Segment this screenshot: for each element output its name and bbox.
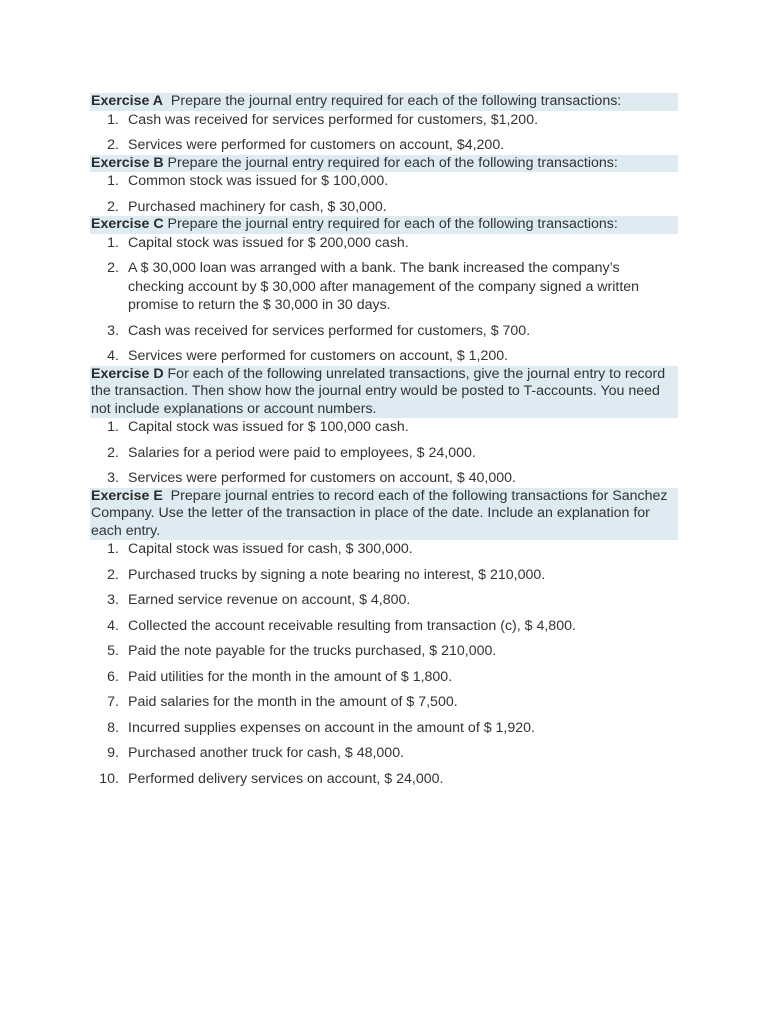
- list-item: [90, 668, 678, 687]
- list-item: [90, 136, 678, 155]
- exercise-a: [90, 93, 678, 155]
- list-item: [90, 198, 678, 217]
- item-number: 3.: [107, 322, 119, 339]
- list-item: [90, 234, 678, 253]
- exercise-label: Exercise A: [91, 93, 164, 109]
- item-number: 1.: [107, 541, 119, 557]
- exercise-label: Exercise C: [91, 216, 164, 232]
- transaction-list: [90, 234, 678, 366]
- item-number: 3.: [107, 470, 119, 486]
- item-text: Capital stock was issued for $ 200,000 cash.: [128, 234, 409, 251]
- list-item: [90, 540, 678, 559]
- item-text: Purchased another truck for cash, $ 48,000.: [128, 745, 405, 761]
- list-item: [90, 693, 678, 712]
- item-number: 2.: [107, 137, 119, 153]
- list-item: [90, 617, 678, 636]
- item-number: 10.: [99, 770, 119, 787]
- item-text: Cash was received for services performed for customers, $ 700.: [128, 322, 531, 339]
- list-item: [90, 444, 678, 463]
- list-item: [90, 347, 678, 366]
- item-text: Paid salaries for the month in the amount of $ 7,500.: [128, 694, 458, 710]
- exercise-label: Exercise E: [91, 487, 163, 504]
- exercise-heading: [90, 155, 678, 173]
- item-text: Salaries for a period were paid to employees, $ 24,000.: [128, 444, 476, 461]
- exercise-instruction: Prepare the journal entry required for each of the following transactions:: [163, 216, 618, 232]
- item-text: Paid utilities for the month in the amount of $ 1,800.: [128, 668, 453, 685]
- item-text: Services were performed for customers on account, $4,200.: [128, 137, 505, 153]
- item-text: Collected the account receivable resulting from transaction (c), $ 4,800.: [128, 617, 576, 634]
- item-number: 8.: [107, 719, 119, 736]
- exercise-c: [90, 216, 678, 366]
- exercise-b: [90, 155, 678, 217]
- item-number: 9.: [107, 745, 119, 761]
- exercise-heading: [90, 366, 678, 419]
- exercise-d: [90, 366, 678, 488]
- item-number: 1.: [107, 234, 119, 251]
- list-item: [90, 469, 678, 488]
- list-item: [90, 770, 678, 789]
- list-item: [90, 322, 678, 341]
- item-number: 2.: [107, 444, 119, 461]
- item-text: Performed delivery services on account, $ 24,000.: [128, 770, 444, 787]
- item-text: A $ 30,000 loan was arranged with a bank. The bank increased the company’s checking account by $ 30,000 after management of the company signed a written promise to return the $ 30,000 in 30 days.: [128, 260, 640, 313]
- item-number: 2.: [107, 198, 119, 215]
- exercise-e: [90, 488, 678, 789]
- item-text: Services were performed for customers on account, $ 1,200.: [128, 348, 509, 364]
- exercise-heading: [90, 216, 678, 234]
- list-item: [90, 111, 678, 130]
- item-text: Common stock was issued for $ 100,000.: [128, 173, 389, 189]
- item-number: 1.: [107, 419, 119, 435]
- item-number: 4.: [107, 348, 119, 364]
- exercise-label: Exercise B: [91, 154, 164, 171]
- exercise-heading: [90, 93, 678, 111]
- list-item: [90, 259, 678, 315]
- item-text: Paid the note payable for the trucks purchased, $ 210,000.: [128, 643, 497, 659]
- item-number: 7.: [107, 694, 119, 710]
- list-item: [90, 566, 678, 585]
- item-number: 6.: [107, 668, 119, 685]
- item-text: Services were performed for customers on account, $ 40,000.: [128, 470, 516, 486]
- list-item: [90, 642, 678, 661]
- list-item: [90, 744, 678, 763]
- item-text: Capital stock was issued for cash, $ 300,000.: [128, 541, 413, 557]
- document-body: [90, 93, 678, 788]
- item-text: Purchased machinery for cash, $ 30,000.: [128, 198, 387, 215]
- item-number: 2.: [107, 260, 119, 276]
- transaction-list: [90, 418, 678, 488]
- item-number: 2.: [107, 566, 119, 583]
- exercise-instruction: Prepare journal entries to record each of the following transactions for Sanchez Company. Use the letter of the transaction in place of the date. Include an explanation for each entry.: [91, 487, 672, 539]
- item-number: 4.: [107, 617, 119, 634]
- item-text: Cash was received for services performed for customers, $1,200.: [128, 111, 539, 128]
- item-number: 1.: [107, 173, 119, 189]
- list-item: [90, 172, 678, 191]
- list-item: [90, 719, 678, 738]
- exercise-heading: [90, 488, 678, 541]
- exercise-instruction: Prepare the journal entry required for each of the following transactions:: [163, 93, 622, 109]
- exercise-instruction: For each of the following unrelated transactions, give the journal entry to record the transaction. Then show how the journal entry would be posted to T-accounts. You need not include explanations or account numbers.: [91, 365, 670, 417]
- list-item: [90, 418, 678, 437]
- item-text: Incurred supplies expenses on account in the amount of $ 1,920.: [128, 719, 535, 736]
- exercise-instruction: Prepare the journal entry required for each of the following transactions:: [163, 154, 618, 171]
- item-number: 5.: [107, 643, 119, 659]
- item-number: 3.: [107, 592, 119, 608]
- item-number: 1.: [107, 111, 119, 128]
- list-item: [90, 591, 678, 610]
- item-text: Capital stock was issued for $ 100,000 cash.: [128, 419, 409, 435]
- transaction-list: [90, 111, 678, 155]
- transaction-list: [90, 540, 678, 788]
- exercise-label: Exercise D: [91, 365, 164, 382]
- item-text: Purchased trucks by signing a note bearing no interest, $ 210,000.: [128, 566, 546, 583]
- item-text: Earned service revenue on account, $ 4,800.: [128, 592, 411, 608]
- transaction-list: [90, 172, 678, 216]
